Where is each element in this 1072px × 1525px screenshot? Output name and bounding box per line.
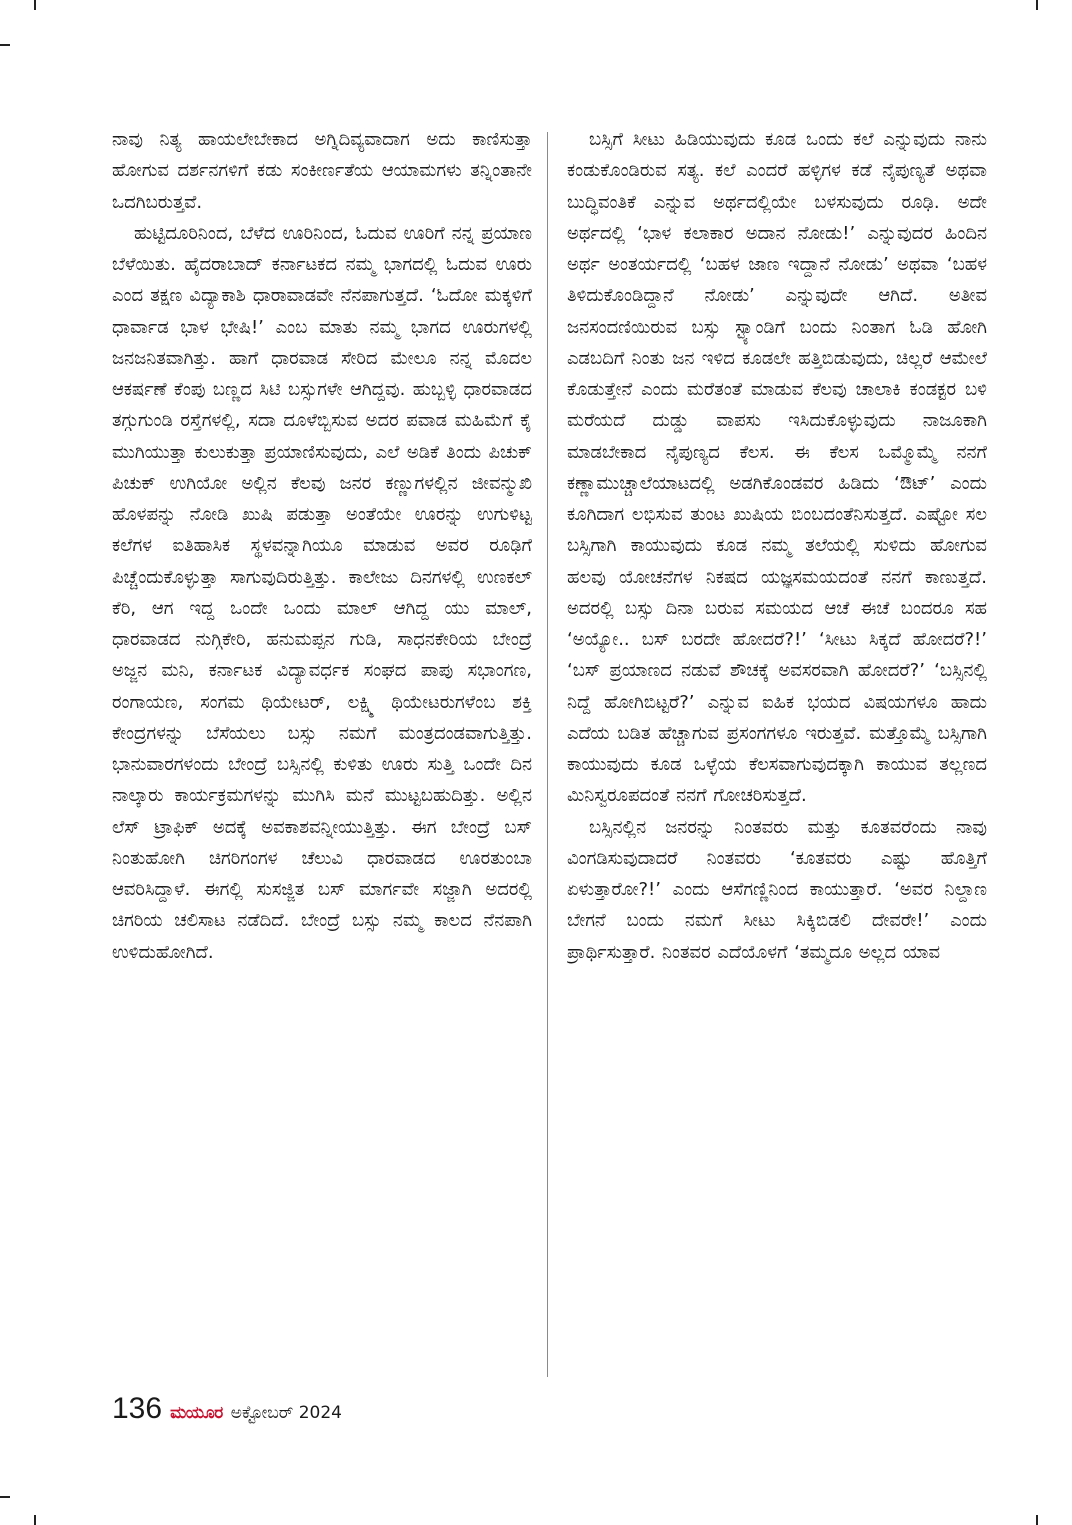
crop-mark-bottom-left (34, 1515, 36, 1525)
paragraph: ನಾವು ನಿತ್ಯ ಹಾಯಲೇಬೇಕಾದ ಅಗ್ನಿದಿವ್ಯವಾದಾಗ ಅದು ಕಾಣಿಸುತ್ತಾ ಹೋಗುವ ದರ್ಶನಗಳಿಗೆ ಕಡು ಸಂಕೀರ್ಣತೆಯ ಆಯಾಮಗಳು ತನ್ನಿಂತಾನೇ ಒದಗಿಬರುತ್ತವೆ. (112, 129, 532, 213)
crop-mark-bottom-right (1036, 1515, 1038, 1525)
article-column-right (567, 124, 987, 1379)
crop-mark-top-left (34, 0, 36, 10)
column-divider (547, 132, 548, 1377)
article-column-left (112, 124, 532, 1379)
page-number: 136 (112, 1392, 163, 1425)
paragraph: ಬಸ್ಸಿನಲ್ಲಿನ ಜನರನ್ನು ನಿಂತವರು ಮತ್ತು ಕೂತವರೆಂದು ನಾವು ವಿಂಗಡಿಸುವುದಾದರೆ ನಿಂತವರು ‘ಕೂತವರು ಎಷ್ಟು ಹೊತ್ತಿಗೆ ಏಳುತ್ತಾರೋ?!’ ಎಂದು ಆಸೆಗಣ್ಣಿನಿಂದ ಕಾಯುತ್ತಾರೆ. ‘ಅವರ ನಿಲ್ದಾಣ ಬೇಗನೆ ಬಂದು ನಮಗೆ ಸೀಟು ಸಿಕ್ಕಿಬಿಡಲಿ ದೇವರೇ!’ ಎಂದು ಪ್ರಾರ್ಥಿಸುತ್ತಾರೆ. ನಿಂತವರ ಎದೆಯೊಳಗೆ ‘ತಮ್ಮದೂ ಅಲ್ಲದ ಯಾವ (567, 816, 987, 963)
magazine-logo: ಮಯೂರ (170, 1403, 223, 1423)
crop-mark-top-right (1036, 0, 1038, 10)
paragraph: ಬಸ್ಸಿಗೆ ಸೀಟು ಹಿಡಿಯುವುದು ಕೂಡ ಒಂದು ಕಲೆ ಎನ್ನುವುದು ನಾನು ಕಂಡುಕೊಂಡಿರುವ ಸತ್ಯ. ಕಲೆ ಎಂದರೆ ಹಳ್ಳಿಗಳ ಕಡೆ ನೈಪುಣ್ಯತೆ ಅಥವಾ ಬುದ್ಧಿವಂತಿಕೆ ಎನ್ನುವ ಅರ್ಥದಲ್ಲಿಯೇ ಬಳಸುವುದು ರೂಢಿ. ಅದೇ ಅರ್ಥದಲ್ಲಿ ‘ಭಾಳ ಕಲಾಕಾರ ಅದಾನ ನೋಡು!’ ಎನ್ನುವುದರ ಹಿಂದಿನ ಅರ್ಥ ಅಂತರ್ಯದಲ್ಲಿ ‘ಬಹಳ ಜಾಣ ಇದ್ದಾನೆ ನೋಡು’ ಅಥವಾ ‘ಬಹಳ ತಿಳಿದುಕೊಂಡಿದ್ದಾನೆ ನೋಡು’ ಎನ್ನುವುದೇ ಆಗಿದೆ. ಅತೀವ ಜನಸಂದಣಿಯಿರುವ ಬಸ್ಸು ಸ್ಟ್ಯಾಂಡಿಗೆ ಬಂದು ನಿಂತಾಗ ಓಡಿ ಹೋಗಿ ಎಡಬದಿಗೆ ನಿಂತು ಜನ ಇಳಿದ ಕೂಡಲೇ ಹತ್ತಿಬಿಡುವುದು, ಚಿಲ್ಲರೆ ಆಮೇಲೆ ಕೊಡುತ್ತೇನೆ ಎಂದು ಮರೆತಂತೆ ಮಾಡುವ ಕೆಲವು ಚಾಲಾಕಿ ಕಂಡಕ್ಟರ ಬಳಿ ಮರೆಯದೆ ದುಡ್ಡು ವಾಪಸು ಇಸಿದುಕೊಳ್ಳುವುದು ನಾಜೂಕಾಗಿ ಮಾಡಬೇಕಾದ ನೈಪುಣ್ಯದ ಕೆಲಸ. ಈ ಕೆಲಸ ಒಮ್ಮೊಮ್ಮೆ ನನಗೆ ಕಣ್ಣಾಮುಚ್ಚಾಲೆಯಾಟದಲ್ಲಿ ಅಡಗಿಕೊಂಡವರ ಹಿಡಿದು ‘ಔಟ್’ ಎಂದು ಕೂಗಿದಾಗ ಲಭಿಸುವ ತುಂಟ ಖುಷಿಯ ಬಿಂಬದಂತೆನಿಸುತ್ತದೆ. ಎಷ್ಟೋ ಸಲ ಬಸ್ಸಿಗಾಗಿ ಕಾಯುವುದು ಕೂಡ ನಮ್ಮ ತಲೆಯಲ್ಲಿ ಸುಳಿದು ಹೋಗುವ ಹಲವು ಯೋಚನೆಗಳ ನಿಕಷದ ಯಜ್ಞಸಮಯದಂತೆ ನನಗೆ ಕಾಣುತ್ತದೆ. ಅದರಲ್ಲಿ ಬಸ್ಸು ದಿನಾ ಬರುವ ಸಮಯದ ಆಚೆ ಈಚೆ ಬಂದರೂ ಸಹ ‘ಅಯ್ಯೋ.. ಬಸ್ ಬರದೇ ಹೋದರೆ?!’ ‘ಸೀಟು ಸಿಕ್ಕದೆ ಹೋದರೆ?!’ ‘ಬಸ್ ಪ್ರಯಾಣದ ನಡುವೆ ಶೌಚಕ್ಕೆ ಅವಸರವಾಗಿ ಹೋದರೆ?’ ‘ಬಸ್ಸಿನಲ್ಲಿ ನಿದ್ದೆ ಹೋಗಿಬಿಟ್ಟರೆ?’ ಎನ್ನುವ ಐಹಿಕ ಭಯದ ವಿಷಯಗಳೂ ಹಾದು ಎದೆಯ ಬಡಿತ ಹೆಚ್ಚಾಗುವ ಪ್ರಸಂಗಗಳೂ ಇರುತ್ತವೆ. ಮತ್ತೊಮ್ಮೆ ಬಸ್ಸಿಗಾಗಿ ಕಾಯುವುದು ಕೂಡ ಒಳ್ಳೆಯ ಕೆಲಸವಾಗುವುದಕ್ಕಾಗಿ ಕಾಯುವ ತಲ್ಲಣದ ಮಿನಿಸ್ವರೂಪದಂತೆ ನನಗೆ ಗೋಚರಿಸುತ್ತದೆ. (567, 129, 987, 807)
crop-mark-left-upper (0, 44, 10, 46)
paragraph: ಹುಟ್ಟಿದೂರಿನಿಂದ, ಬೆಳೆದ ಊರಿನಿಂದ, ಓದುವ ಊರಿಗೆ ನನ್ನ ಪ್ರಯಾಣ ಬೆಳೆಯಿತು. ಹೈದರಾಬಾದ್ ಕರ್ನಾಟಕದ ನಮ್ಮ ಭಾಗದಲ್ಲಿ ಓದುವ ಊರು ಎಂದ ತಕ್ಷಣ ವಿದ್ಯಾಕಾಶಿ ಧಾರಾವಾಡವೇ ನೆನಪಾಗುತ್ತದೆ. ‘ಓದೋ ಮಕ್ಕಳಿಗೆ ಧಾರ್ವಾಡ ಭಾಳ ಭೇಷಿ!’ ಎಂಬ ಮಾತು ನಮ್ಮ ಭಾಗದ ಊರುಗಳಲ್ಲಿ ಜನಜನಿತವಾಗಿತ್ತು. ಹಾಗೆ ಧಾರವಾಡ ಸೇರಿದ ಮೇಲೂ ನನ್ನ ಮೊದಲ ಆಕರ್ಷಣೆ ಕೆಂಪು ಬಣ್ಣದ ಸಿಟಿ ಬಸ್ಸುಗಳೇ ಆಗಿದ್ದವು. ಹುಬ್ಬಳ್ಳಿ ಧಾರವಾಡದ ತಗ್ಗುಗುಂಡಿ ರಸ್ತೆಗಳಲ್ಲಿ, ಸದಾ ದೂಳೆಬ್ಬಿಸುವ ಅದರ ಪವಾಡ ಮಹಿಮೆಗೆ ಕೈ ಮುಗಿಯುತ್ತಾ ಕುಲುಕುತ್ತಾ ಪ್ರಯಾಣಿಸುವುದು, ಎಲೆ ಅಡಿಕೆ ತಿಂದು ಪಿಚುಕ್ ಪಿಚುಕ್ ಉಗಿಯೋ ಅಲ್ಲಿನ ಕೆಲವು ಜನರ ಕಣ್ಣುಗಳಲ್ಲಿನ ಜೀವನ್ಮುಖಿ ಹೊಳಪನ್ನು ನೋಡಿ ಖುಷಿ ಪಡುತ್ತಾ ಅಂತೆಯೇ ಊರನ್ನು ಉಗುಳಿಟ್ಟ ಕಲೆಗಳ ಐತಿಹಾಸಿಕ ಸ್ಥಳವನ್ನಾಗಿಯೂ ಮಾಡುವ ಅವರ ರೂಢಿಗೆ ಪಿಚ್ಚೆಂದುಕೊಳ್ಳುತ್ತಾ ಸಾಗುವುದಿರುತ್ತಿತ್ತು. ಕಾಲೇಜು ದಿನಗಳಲ್ಲಿ ಉಣಕಲ್ ಕೆರಿ, ಆಗ ಇದ್ದ ಒಂದೇ ಒಂದು ಮಾಲ್ ಆಗಿದ್ದ ಯು ಮಾಲ್, ಧಾರವಾಡದ ನುಗ್ಗಿಕೇರಿ, ಹನುಮಪ್ಪನ ಗುಡಿ, ಸಾಧನಕೇರಿಯ ಬೇಂದ್ರೆ ಅಜ್ಜನ ಮನಿ, ಕರ್ನಾಟಕ ವಿದ್ಯಾವರ್ಧಕ ಸಂಘದ ಪಾಪು ಸಭಾಂಗಣ, ರಂಗಾಯಣ, ಸಂಗಮ ಥಿಯೇಟರ್, ಲಕ್ಷ್ಮಿ ಥಿಯೇಟರುಗಳೆಂಬ ಶಕ್ತಿ ಕೇಂದ್ರಗಳನ್ನು ಬೆಸೆಯಲು ಬಸ್ಸು ನಮಗೆ ಮಂತ್ರದಂಡವಾಗುತ್ತಿತ್ತು. ಭಾನುವಾರಗಳಂದು ಬೇಂದ್ರೆ ಬಸ್ಸಿನಲ್ಲಿ ಕುಳಿತು ಊರು ಸುತ್ತಿ ಒಂದೇ ದಿನ ನಾಲ್ಕಾರು ಕಾರ್ಯಕ್ರಮಗಳನ್ನು ಮುಗಿಸಿ ಮನೆ ಮುಟ್ಟಬಹುದಿತ್ತು. ಅಲ್ಲಿನ ಲೆಸ್ ಟ್ರಾಫಿಕ್ ಅದಕ್ಕೆ ಅವಕಾಶವನ್ನೀಯುತ್ತಿತ್ತು. ಈಗ ಬೇಂದ್ರೆ ಬಸ್ ನಿಂತುಹೋಗಿ ಚಿಗರಿಗಂಗಳ ಚೆಲುವಿ ಧಾರವಾಡದ ಊರತುಂಬಾ ಆವರಿಸಿದ್ದಾಳೆ. ಈಗಲ್ಲಿ ಸುಸಜ್ಜಿತ ಬಸ್ ಮಾರ್ಗವೇ ಸಜ್ಜಾಗಿ ಅದರಲ್ಲಿ ಚಿಗರಿಯ ಚಲಿಸಾಟ ನಡೆದಿದೆ. ಬೇಂದ್ರೆ ಬಸ್ಸು ನಮ್ಮ ಕಾಲದ ನೆನಪಾಗಿ ಉಳಿದುಹೋಗಿದೆ. (112, 222, 532, 963)
crop-mark-left-lower (0, 1496, 10, 1498)
page-footer (112, 1392, 342, 1432)
issue-date: ಅಕ್ಟೋಬರ್ 2024 (230, 1403, 342, 1423)
